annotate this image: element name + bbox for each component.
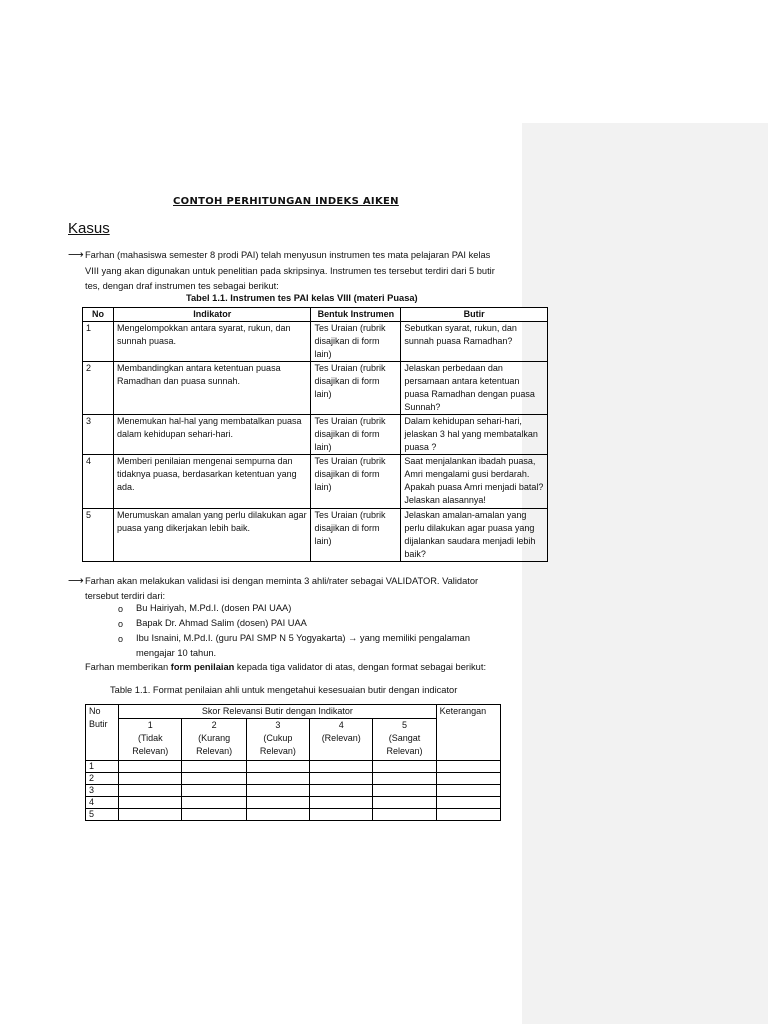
score-label: (Sangat (388, 733, 421, 743)
score-cell[interactable] (119, 773, 182, 785)
section-heading: Kasus (68, 220, 110, 237)
cell-bentuk: Tes Uraian (rubrik disajikan di form lain) (311, 509, 401, 562)
cell-no: 1 (86, 761, 119, 773)
score-label: (Relevan) (321, 733, 361, 743)
header-score (310, 719, 373, 761)
score-cell[interactable] (373, 797, 436, 809)
header-keterangan: Keterangan (436, 705, 500, 761)
bold-text-run: form penilaian (170, 662, 235, 672)
score-cell[interactable] (182, 809, 246, 821)
score-number: 5 (401, 720, 407, 730)
score-cell[interactable] (310, 797, 373, 809)
table-row (86, 797, 501, 809)
keterangan-cell[interactable] (436, 797, 500, 809)
score-number: 4 (338, 720, 344, 730)
circle-bullet-icon: o (118, 604, 124, 614)
validator-item: Bu Hairiyah, M.Pd.I. (dosen PAI UAA) (136, 603, 292, 613)
text-run: kepada tiga validator di atas, dengan format sebagai berikut: (234, 662, 487, 672)
score-cell[interactable] (246, 797, 309, 809)
paragraph-line: tes, dengan draf instrumen tes sebagai berikut: (85, 281, 279, 291)
arrow-bullet-icon: ⟶ (68, 575, 84, 587)
score-cell[interactable] (182, 773, 246, 785)
document-title: CONTOH PERHITUNGAN INDEKS AIKEN (173, 196, 399, 207)
header-score (119, 719, 182, 761)
score-cell[interactable] (246, 773, 309, 785)
score-label: Relevan) (386, 746, 423, 756)
cell-no: 3 (83, 415, 114, 455)
validator-item-continuation: mengajar 10 tahun. (136, 648, 217, 658)
cell-bentuk: Tes Uraian (rubrik disajikan di form lain) (311, 455, 401, 509)
score-cell[interactable] (246, 785, 309, 797)
table-row (83, 455, 548, 509)
cell-indikator: Mengelompokkan antara syarat, rukun, dan sunnah puasa. (113, 322, 311, 362)
circle-bullet-icon: o (118, 634, 124, 644)
table-header-row (83, 308, 548, 322)
score-label: Relevan) (132, 746, 169, 756)
cell-bentuk: Tes Uraian (rubrik disajikan di form lain) (311, 362, 401, 415)
header-no-butir (86, 705, 119, 761)
cell-no: 5 (83, 509, 114, 562)
keterangan-cell[interactable] (436, 809, 500, 821)
cell-butir: Jelaskan perbedaan dan persamaan antara ketentuan puasa Ramadhan dengan puasa Sunnah? (401, 362, 548, 415)
header-no: No (83, 308, 114, 322)
table-row (86, 773, 501, 785)
score-cell[interactable] (373, 785, 436, 797)
score-cell[interactable] (119, 809, 182, 821)
cell-indikator: Merumuskan amalan yang perlu dilakukan agar puasa yang dikerjakan lebih baik. (113, 509, 311, 562)
keterangan-cell[interactable] (436, 761, 500, 773)
score-cell[interactable] (310, 773, 373, 785)
text-run: Farhan memberikan (85, 662, 171, 672)
cell-no: 5 (86, 809, 119, 821)
rating-form-table (85, 704, 501, 821)
score-label: Relevan) (259, 746, 296, 756)
score-number: 1 (147, 720, 153, 730)
table-row (83, 509, 548, 562)
cell-no: 1 (83, 322, 114, 362)
table-row (86, 785, 501, 797)
table-row (83, 415, 548, 455)
header-skor-relevansi: Skor Relevansi Butir dengan Indikator (119, 705, 436, 719)
score-cell[interactable] (182, 761, 246, 773)
cell-indikator: Menemukan hal-hal yang membatalkan puasa dalam kehidupan sehari-hari. (113, 415, 311, 455)
score-label: Relevan) (196, 746, 233, 756)
score-cell[interactable] (373, 761, 436, 773)
table-row (83, 362, 548, 415)
validator-item: Ibu Isnaini, M.Pd.I. (guru PAI SMP N 5 Yogyakarta) → yang memiliki pengalaman (136, 633, 470, 643)
cell-no: 2 (86, 773, 119, 785)
cell-butir: Dalam kehidupan sehari-hari, jelaskan 3 hal yang membatalkan puasa ? (401, 415, 548, 455)
paragraph-line: tersebut terdiri dari: (85, 591, 166, 601)
table1-caption: Tabel 1.1. Instrumen tes PAI kelas VIII (materi Puasa) (186, 293, 418, 303)
table-row (83, 322, 548, 362)
score-cell[interactable] (182, 785, 246, 797)
header-butir: Butir (401, 308, 548, 322)
score-cell[interactable] (310, 785, 373, 797)
header-no-line: No (89, 706, 101, 716)
arrow-bullet-icon: ⟶ (68, 249, 84, 261)
keterangan-cell[interactable] (436, 785, 500, 797)
cell-bentuk: Tes Uraian (rubrik disajikan di form lain) (311, 415, 401, 455)
paragraph-line: Farhan (mahasiswa semester 8 prodi PAI) telah menyusun instrumen tes mata pelajaran PAI kelas (85, 250, 491, 260)
header-bentuk: Bentuk Instrumen (311, 308, 401, 322)
table-row (86, 809, 501, 821)
score-cell[interactable] (119, 761, 182, 773)
cell-butir: Saat menjalankan ibadah puasa, Amri mengalami gusi berdarah. Apakah puasa Amri menjadi batal?Jelaskan alasannya! (401, 455, 548, 509)
score-cell[interactable] (310, 761, 373, 773)
header-indikator: Indikator (113, 308, 311, 322)
cell-indikator: Memberi penilaian mengenai sempurna dan tidaknya puasa, berdasarkan ketentuan yang ada. (113, 455, 311, 509)
cell-indikator: Membandingkan antara ketentuan puasa Ramadhan dan puasa sunnah. (113, 362, 311, 415)
header-score (182, 719, 246, 761)
header-no-line: Butir (89, 719, 108, 729)
score-label: (Tidak (137, 733, 163, 743)
score-cell[interactable] (310, 809, 373, 821)
header-score (246, 719, 309, 761)
score-cell[interactable] (373, 773, 436, 785)
comment-margin-pane (522, 123, 768, 1024)
score-cell[interactable] (182, 797, 246, 809)
table-header-row (86, 705, 501, 719)
table2-caption: Table 1.1. Format penilaian ahli untuk mengetahui kesesuaian butir dengan indicator (110, 685, 458, 695)
score-cell[interactable] (246, 761, 309, 773)
cell-butir: Sebutkan syarat, rukun, dan sunnah puasa Ramadhan? (401, 322, 548, 362)
table-row (86, 761, 501, 773)
score-cell[interactable] (246, 809, 309, 821)
circle-bullet-icon: o (118, 619, 124, 629)
score-number: 3 (275, 720, 281, 730)
cell-no: 4 (86, 797, 119, 809)
score-cell[interactable] (119, 785, 182, 797)
header-score (373, 719, 436, 761)
paragraph-line: VIII yang akan digunakan untuk penelitian pada skripsinya. Instrumen tes tersebut terdiri dari 5 butir (85, 266, 495, 276)
score-label: (Kurang (198, 733, 231, 743)
paragraph-line (85, 660, 486, 676)
cell-no: 3 (86, 785, 119, 797)
paragraph-line: Farhan akan melakukan validasi isi dengan meminta 3 ahli/rater sebagai VALIDATOR. Validator (85, 576, 479, 586)
score-cell[interactable] (119, 797, 182, 809)
validator-item: Bapak Dr. Ahmad Salim (dosen) PAI UAA (136, 618, 307, 628)
keterangan-cell[interactable] (436, 773, 500, 785)
instrument-table (82, 307, 548, 562)
score-cell[interactable] (373, 809, 436, 821)
score-label: (Cukup (263, 733, 293, 743)
cell-butir: Jelaskan amalan-amalan yang perlu dilakukan agar puasa yang dijalankan saudara menjadi lebih baik? (401, 509, 548, 562)
cell-no: 2 (83, 362, 114, 415)
score-number: 2 (211, 720, 217, 730)
cell-no: 4 (83, 455, 114, 509)
cell-bentuk: Tes Uraian (rubrik disajikan di form lain) (311, 322, 401, 362)
